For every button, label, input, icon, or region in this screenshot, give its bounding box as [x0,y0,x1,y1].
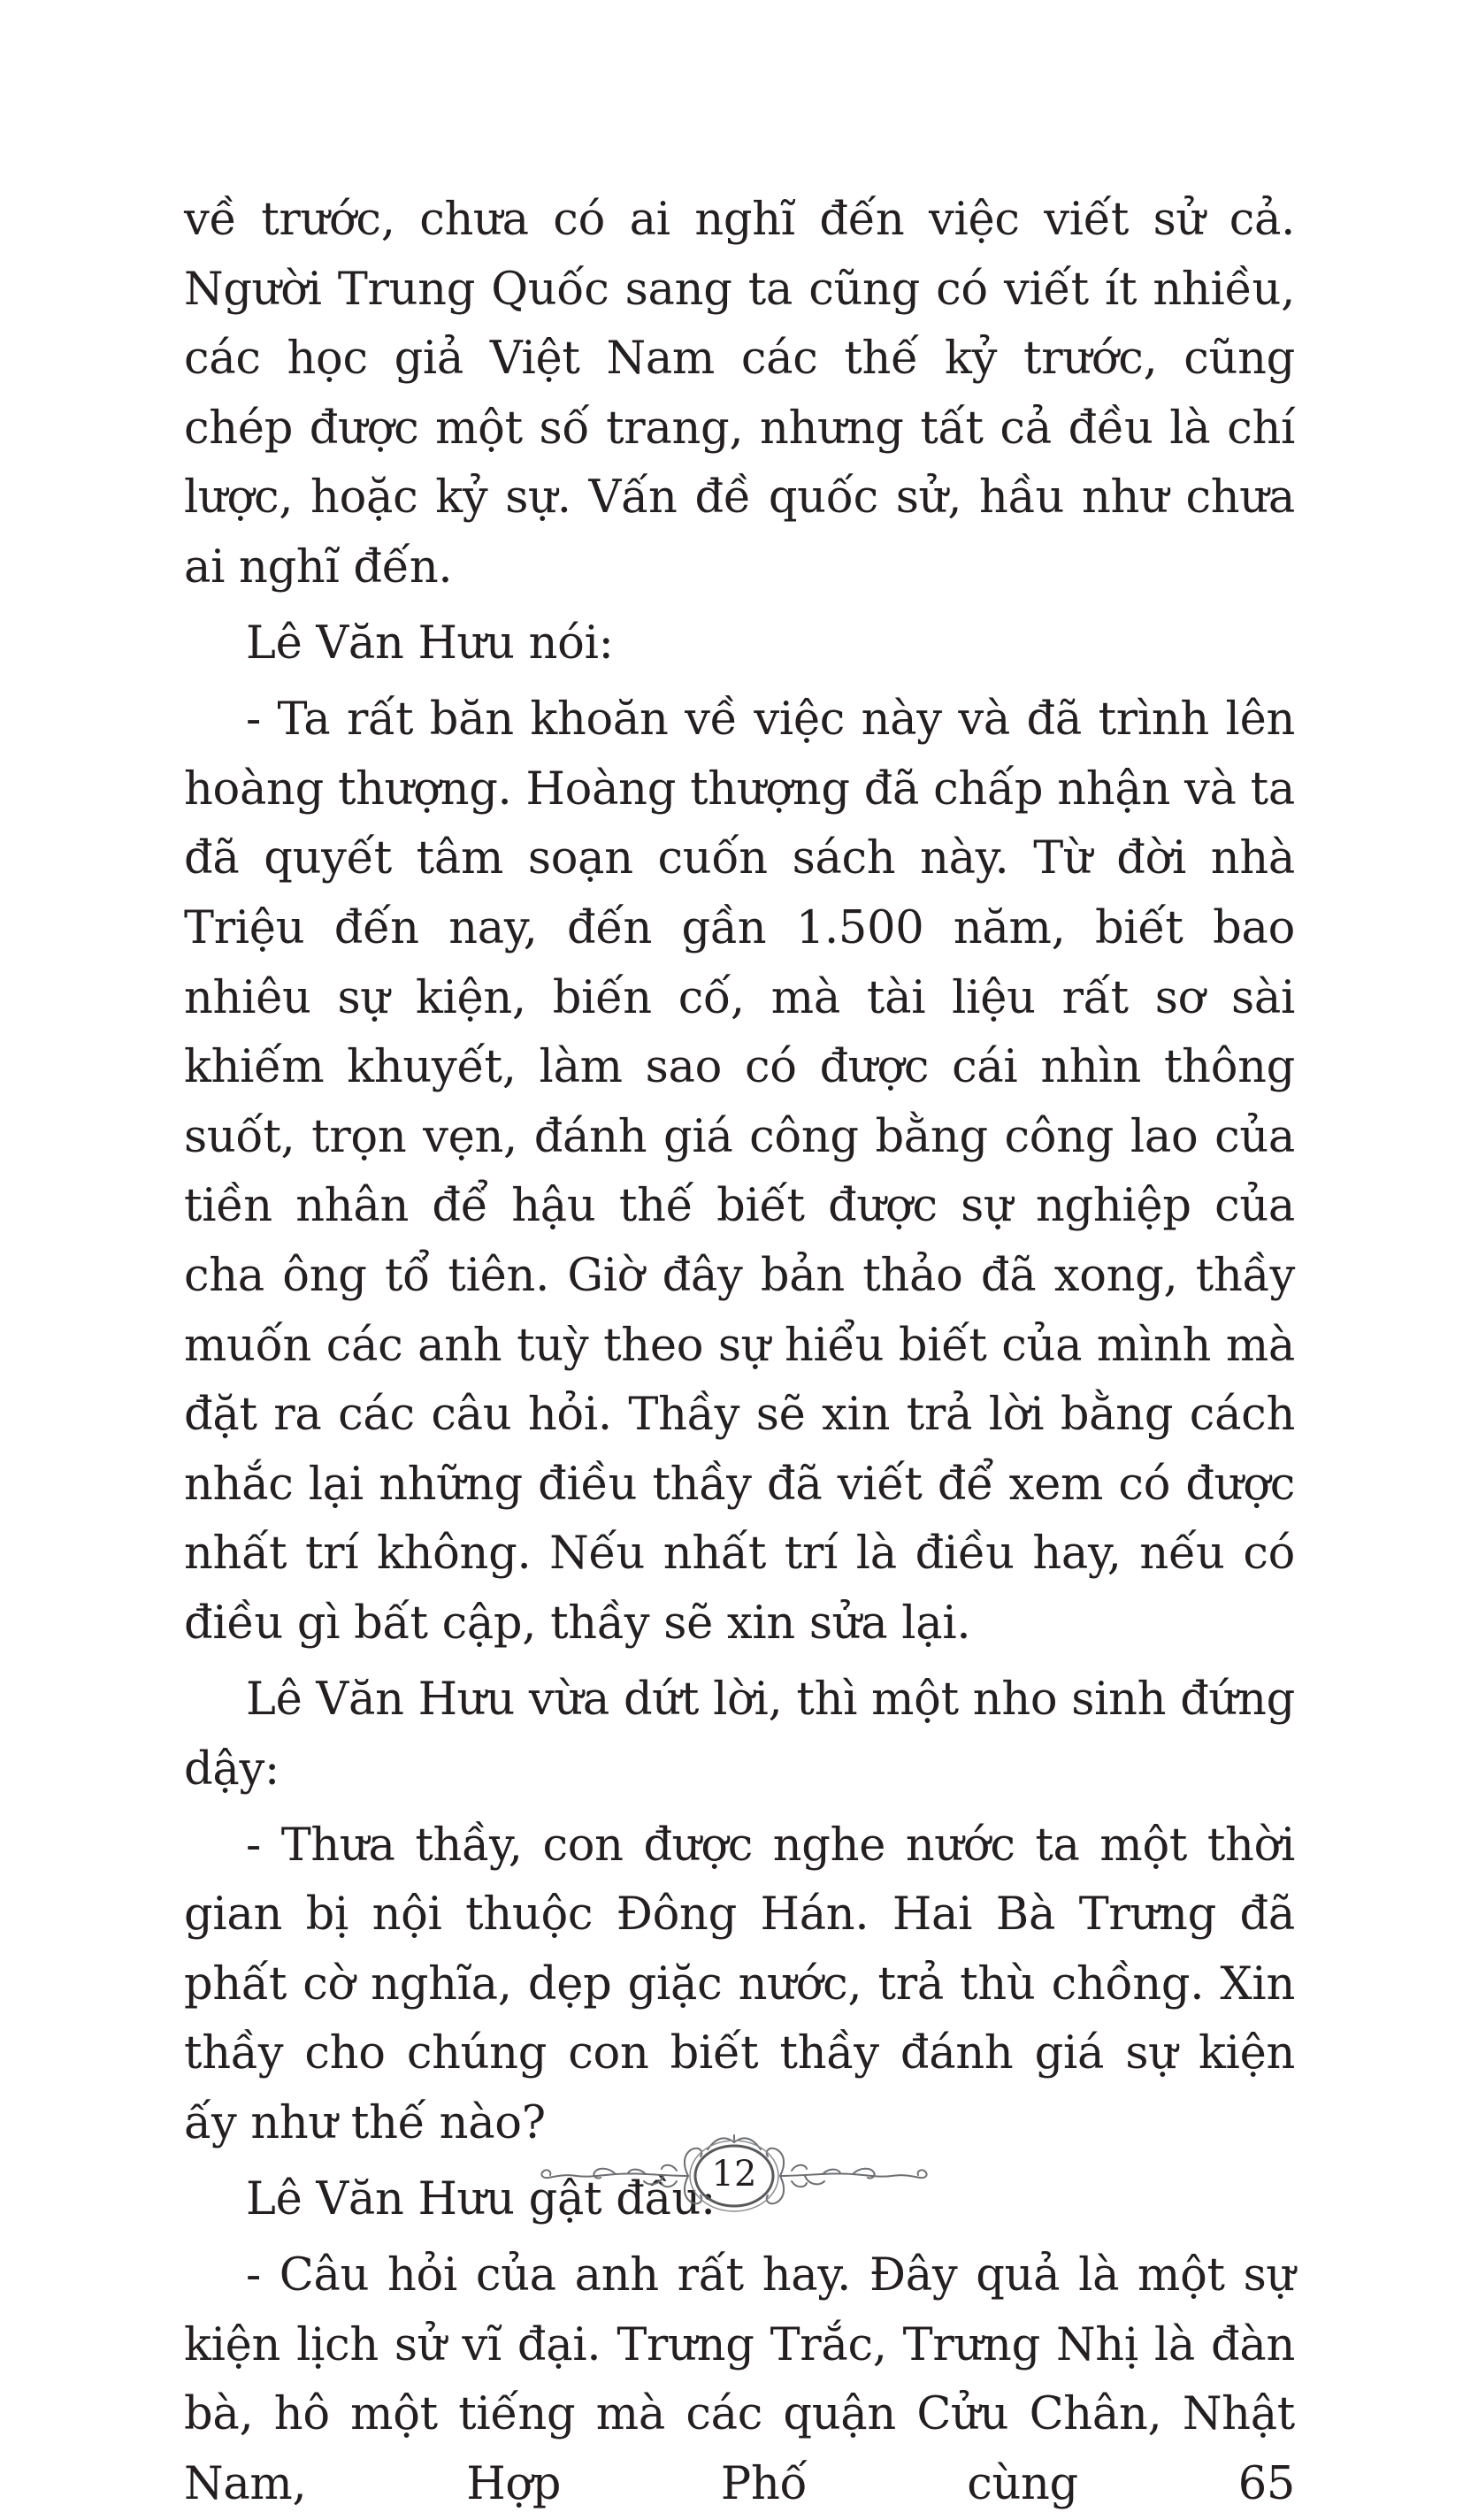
paragraph-2: Lê Văn Hưu nói: [246,617,614,670]
paragraph-3: - Ta rất băn khoăn về việc này và đã trình lên hoàng thượng. Hoàng thượng đã chấp nhận và ta đã quyết tâm soạn cuốn sách này. Từ đời nhà Triệu đến nay, đến gần 1.500 năm, biết bao nhiêu sự kiện, biến cố, mà tài liệu rất sơ sài khiếm khuyết, làm sao có được cái nhìn thông suốt, trọn vẹn, đánh giá công bằng công lao của tiền nhân để hậu thế biết được sự nghiệp của cha ông tổ tiên. Giờ đây bản thảo đã xong, thầy muốn các anh tuỳ theo sự hiểu biết của mình mà đặt ra các câu hỏi. Thầy sẽ xin trả lời bằng cách nhắc lại những điều thầy đã viết để xem có được nhất trí không. Nếu nhất trí là điều hay, nếu có điều gì bất cập, thầy sẽ xin sửa lại. [184,693,1295,1650]
paragraph-7: - Câu hỏi của anh rất hay. Đây quả là một sự kiện lịch sử vĩ đại. Trưng Trắc, Trưng Nhị là đàn bà, hô một tiếng mà các quận Cửu Chân, Nhật Nam, Hợp Phố cùng 65 [184,2249,1295,2510]
paragraph-6: Lê Văn Hưu gật đầu: [246,2173,716,2226]
paragraph-1: về trước, chưa có ai nghĩ đến việc viết sử cả. Người Trung Quốc sang ta cũng có viết ít nhiều, các học giả Việt Nam các thế kỷ trước, cũng chép được một số trang, nhưng tất cả đều là chí lược, hoặc kỷ sự. Vấn đề quốc sử, hầu như chưa ai nghĩ đến. [184,194,1295,594]
page-number: 12 [711,2154,757,2194]
paragraph-4: Lê Văn Hưu vừa dứt lời, thì một nho sinh đứng dậy: [184,1673,1295,1796]
page-footer [531,2132,938,2220]
paragraph-5: - Thưa thầy, con được nghe nước ta một thời gian bị nội thuộc Đông Hán. Hai Bà Trưng đã phất cờ nghĩa, dẹp giặc nước, trả thù chồng. Xin thầy cho chúng con biết thầy đánh giá sự kiện ấy như thế nào? [184,1819,1295,2150]
